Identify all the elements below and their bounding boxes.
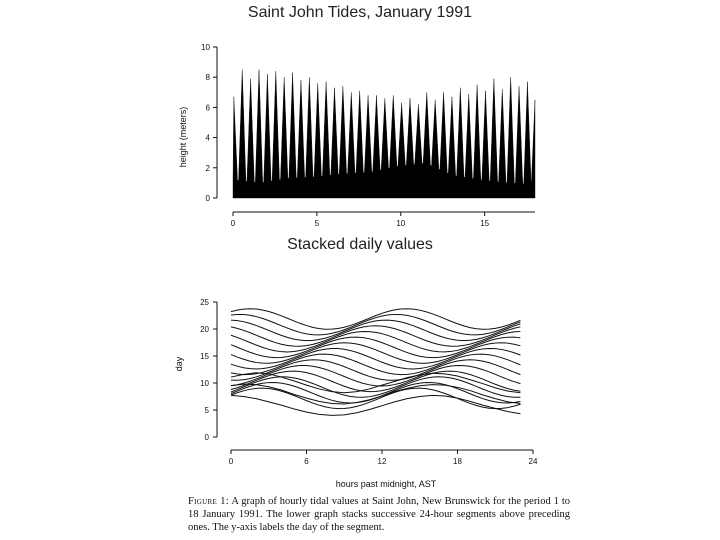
- top-x-tick-label: 15: [480, 219, 490, 228]
- bottom-x-tick-label: 18: [453, 457, 462, 466]
- top-x-tick-label: 5: [314, 219, 320, 228]
- bottom-x-tick-label: 6: [304, 457, 309, 466]
- bottom-y-tick-label: 25: [200, 298, 209, 307]
- tide-area-series: [233, 70, 535, 198]
- bottom-y-tick-label: 5: [204, 406, 209, 415]
- bottom-y-axis-label: day: [174, 356, 184, 372]
- bottom-y-tick-label: 20: [200, 325, 209, 334]
- daily-series-line: [231, 348, 520, 369]
- top-y-tick-label: 6: [205, 103, 210, 113]
- bottom-chart-title: Stacked daily values: [287, 236, 433, 253]
- bottom-x-tick-label: 12: [377, 457, 387, 466]
- top-y-tick-label: 10: [201, 43, 210, 52]
- top-y-tick-label: 0: [205, 194, 210, 203]
- stacked-daily-lines: [231, 309, 520, 416]
- bottom-x-tick-label: 24: [528, 457, 538, 466]
- bottom-x-tick-label: 0: [228, 457, 234, 466]
- tide-height-chart: [160, 36, 560, 236]
- top-y-axis-label: height (meters): [178, 106, 188, 168]
- figure-caption: [188, 495, 570, 540]
- top-y-tick-label: 8: [205, 73, 210, 83]
- top-x-tick-label: 0: [230, 219, 236, 228]
- caption-text: A graph of hourly tidal values at Saint John, New Brunswick for the period 1 to 18 January 1991. The lower graph stacks successive 24-hour segments above preceding ones. The y-axis labels the day of the segment.: [188, 496, 570, 533]
- stacked-daily-chart: [160, 292, 560, 492]
- top-x-tick-label: 10: [396, 219, 406, 228]
- bottom-y-tick-label: 0: [204, 433, 209, 442]
- top-y-tick-label: 2: [205, 163, 210, 173]
- bottom-y-tick-label: 10: [200, 379, 209, 388]
- top-chart-title: Saint John Tides, January 1991: [247, 4, 473, 21]
- bottom-y-tick-label: 15: [200, 352, 209, 361]
- bottom-x-axis-label: hours past midnight, AST: [335, 479, 437, 489]
- top-y-tick-label: 4: [205, 133, 210, 143]
- caption-label: Figure 1:: [188, 496, 230, 507]
